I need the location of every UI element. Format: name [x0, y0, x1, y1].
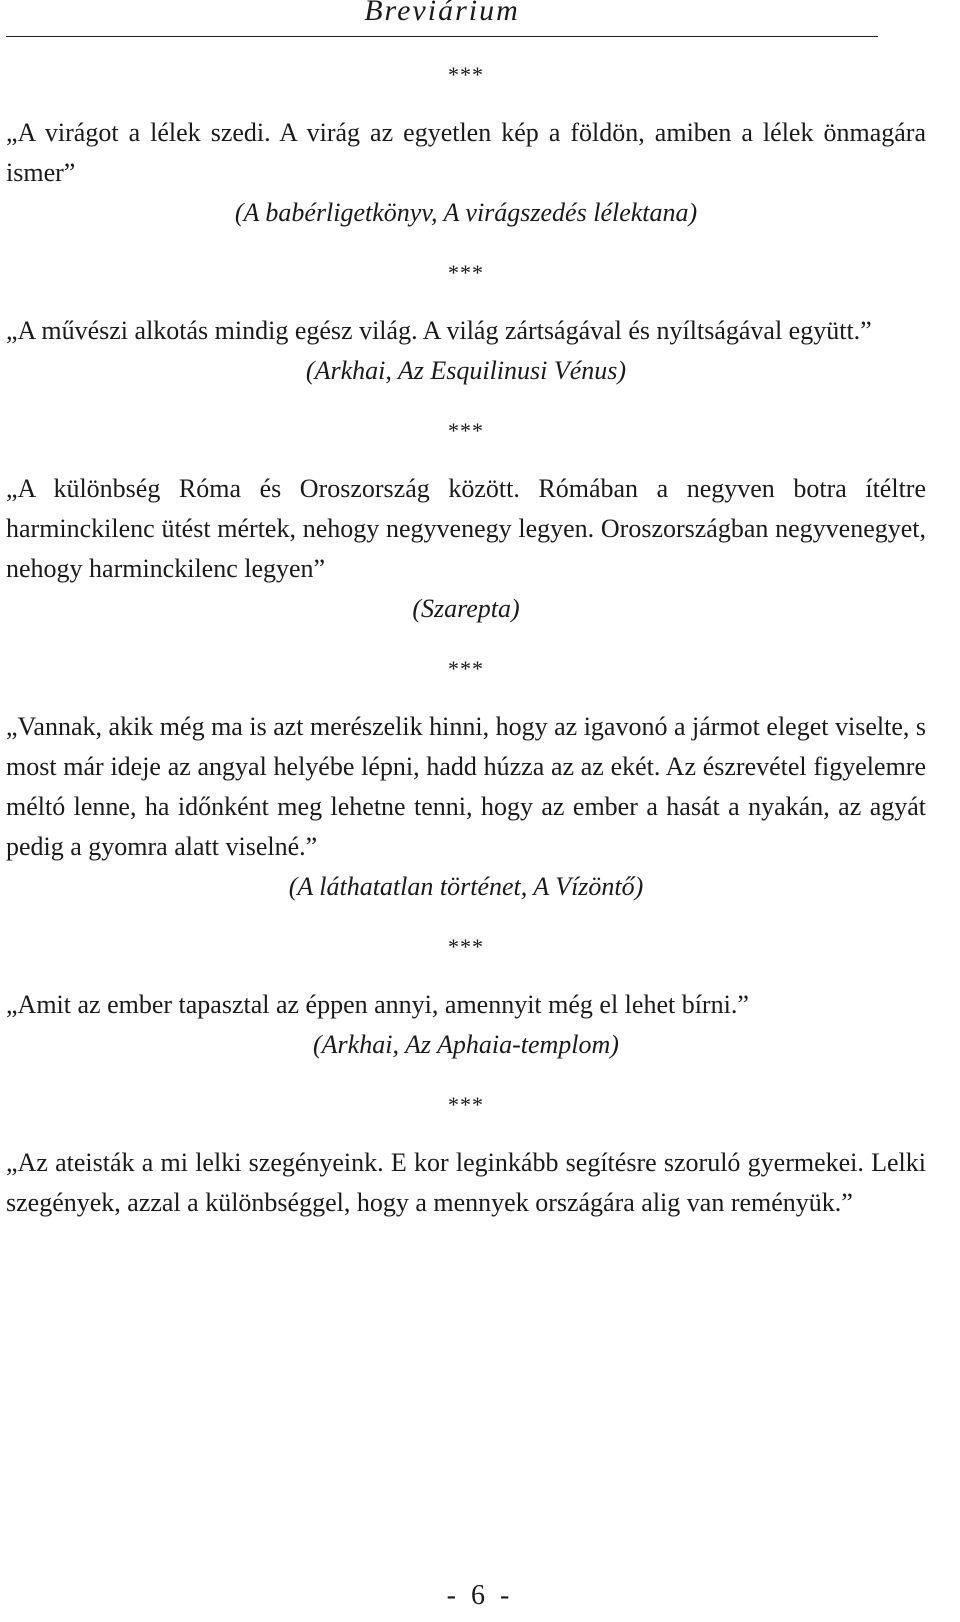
separator-stars: ***: [448, 418, 484, 443]
running-header: [6, 0, 878, 37]
separator-stars: ***: [448, 260, 484, 285]
quote-source: (A láthatatlan történet, A Vízöntő): [288, 872, 644, 901]
quote-source: (Arkhai, Az Esquilinusi Vénus): [305, 356, 627, 385]
page-content: [6, 55, 926, 1223]
quote-paragraph: „Vannak, akik még ma is azt merészelik hinni, hogy az igavonó a jármot eleget viselte, s most már ideje az angyal helyébe lépni, hadd húzza az az ekét. Az észrevétel figyelemre méltó lenne, ha időnként meg lehetne tenni, hogy az ember a hasát a nyakán, az agyát pedig a gyomra alatt viselné.”: [6, 712, 926, 861]
quote-paragraph: „A művészi alkotás mindig egész világ. A világ zártságával és nyíltságával együtt.”: [6, 316, 872, 345]
quote-paragraph: „Az ateisták a mi lelki szegényeink. E kor leginkább segítésre szoruló gyermekei. Lelki szegények, azzal a különbséggel, hogy a mennyek országára alig van reményük.”: [6, 1148, 926, 1217]
separator-stars: ***: [448, 62, 484, 87]
separator-stars: ***: [448, 1092, 484, 1117]
quote-source: (A babérligetkönyv, A virágszedés lélektana): [234, 198, 698, 227]
quote-paragraph: „A különbség Róma és Oroszország között. Rómában a negyven botra ítéltre harminckilenc ütést mértek, nehogy negyvenegy legyen. Oroszországban negyvenegyet, nehogy harminckilenc legyen”: [6, 474, 926, 583]
page-number: - 6 -: [446, 1580, 514, 1611]
header-title: Breviárium: [364, 0, 520, 27]
separator-stars: ***: [448, 934, 484, 959]
quote-paragraph: „Amit az ember tapasztal az éppen annyi, amennyit még el lehet bírni.”: [6, 990, 749, 1019]
quote-source: (Arkhai, Az Aphaia-templom): [313, 1030, 619, 1059]
quote-source: (Szarepta): [412, 594, 520, 623]
quote-paragraph: „A virágot a lélek szedi. A virág az egyetlen kép a földön, amiben a lélek önmagára ismer”: [6, 118, 926, 187]
separator-stars: ***: [448, 656, 484, 681]
